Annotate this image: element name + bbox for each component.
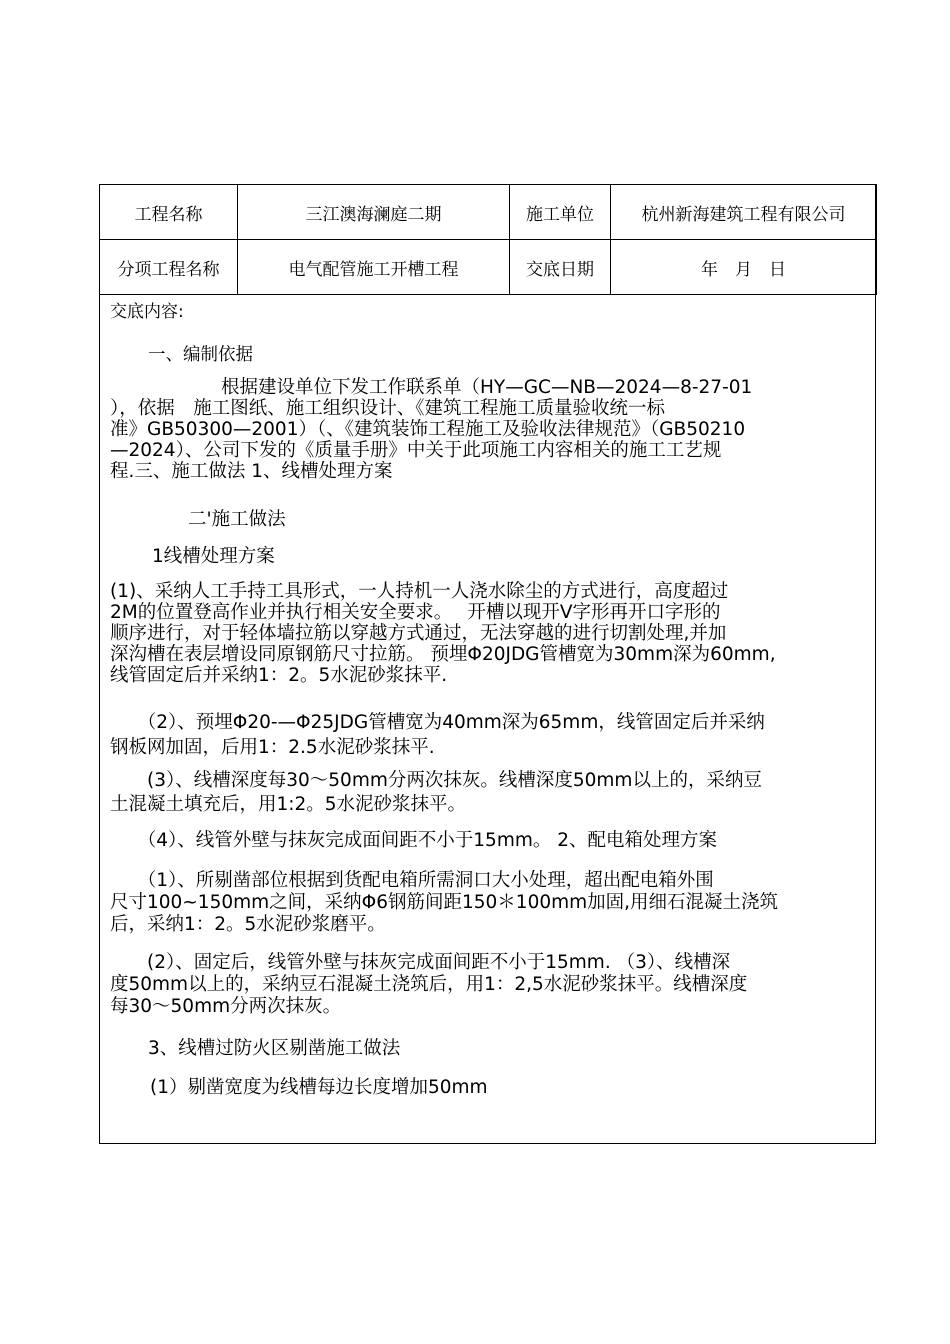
basis-line: 根据建设单位下发工作联系单（HY—GC—NB—2024—8-27-01 (110, 377, 753, 398)
box1-line: 尺寸100~150mm之间，采纳Φ6钢筋间距150＊100mm加固,用细石混凝土浇筑 (110, 892, 779, 913)
item3-paragraph (110, 769, 870, 817)
box2-line: 度50mm以上的，采纳豆石混凝土浇筑后，用1：2,5水泥砂浆抹平。线槽深度 (110, 974, 748, 995)
form-header-table (99, 184, 877, 295)
item2-paragraph (110, 710, 870, 760)
content-heading: 交底内容: (110, 302, 184, 322)
basis-line: —2024）、公司下发的《质量手册》中关于此项施工内容相关的施工工艺规 (110, 440, 722, 461)
item1-paragraph (110, 581, 870, 686)
table-row (100, 240, 877, 295)
section1-title: 一、编制依据 (148, 345, 253, 365)
handover-date-label: 交底日期 (510, 240, 611, 295)
project-name-label: 工程名称 (100, 185, 238, 240)
item3-line: (3）、线槽深度每30～50mm分两次抹灰。线槽深度50mm以上的，采纳豆 (110, 770, 762, 791)
construction-unit-value: 杭州新海建筑工程有限公司 (611, 185, 877, 240)
item3-line: 土混凝土填充后，用1:2。5水泥砂浆抹平。 (110, 794, 467, 815)
box2-paragraph (110, 952, 870, 1018)
basis-line: 程.三、施工做法 1、线槽处理方案 (110, 461, 393, 482)
table-row (100, 185, 877, 240)
section3-title: 3、线槽过防火区剔凿施工做法 (148, 1038, 401, 1059)
item1-line: 线管固定后并采纳1：2。5水泥砂浆抹平. (110, 665, 448, 686)
construction-unit-label: 施工单位 (510, 185, 611, 240)
project-name-value: 三江澳海澜庭二期 (238, 185, 510, 240)
item2-line: 钢板网加固，后用1：2.5水泥砂浆抹平. (110, 737, 435, 758)
item1-line: 2M的位置登高作业并执行相关安全要求。 开槽以现开V字形再开口字形的 (110, 602, 721, 623)
box1-line: 后，采纳1：2。5水泥砂浆磨平。 (110, 914, 386, 935)
box2-line: 每30～50mm分两次抹灰。 (110, 996, 342, 1017)
handover-form (99, 184, 876, 1144)
item1-line: 顺序进行，对于轻体墙拉筋以穿越方式通过，无法穿越的进行切割处理,并加 (110, 623, 727, 644)
section3-item1: (1）剔凿宽度为线槽每边长度增加50mm (150, 1077, 488, 1098)
basis-paragraph (110, 377, 870, 482)
basis-line: 准》GB50300—2001）（、《建筑装饰工程施工及验收法律规范》（GB50210 (110, 419, 746, 440)
item2-line: （2）、预埋Φ20-—Φ25JDG管槽宽为40mm深为65mm，线管固定后并采纳 (110, 712, 765, 733)
box1-line: （1）、所剔凿部位根据到货配电箱所需洞口大小处理，超出配电箱外围 (110, 870, 714, 891)
sub1-title: 1线槽处理方案 (152, 546, 275, 567)
sub-project-label: 分项工程名称 (100, 240, 238, 295)
section2-title: 二'施工做法 (188, 509, 286, 530)
handover-date-value: 年 月 日 (611, 240, 877, 295)
basis-line: ），依据 施工图纸、施工组织设计、《建筑工程施工质量验收统一标 (110, 398, 666, 419)
sub-project-value: 电气配管施工开槽工程 (238, 240, 510, 295)
box1-paragraph (110, 870, 870, 936)
item1-line: (1)、采纳人工手持工具形式，一人持机一人浇水除尘的方式进行，高度超过 (110, 581, 729, 602)
item1-line: 深沟槽在表层增设同原钢筋尺寸拉筋。 预埋Φ20JDG管槽宽为30mm深为60mm, (110, 644, 776, 665)
item4-line: （4）、线管外壁与抹灰完成面间距不小于15mm。 2、配电箱处理方案 (110, 830, 718, 851)
box2-line: (2）、固定后，线管外壁与抹灰完成面间距不小于15mm. （3）、线槽深 (110, 952, 731, 973)
